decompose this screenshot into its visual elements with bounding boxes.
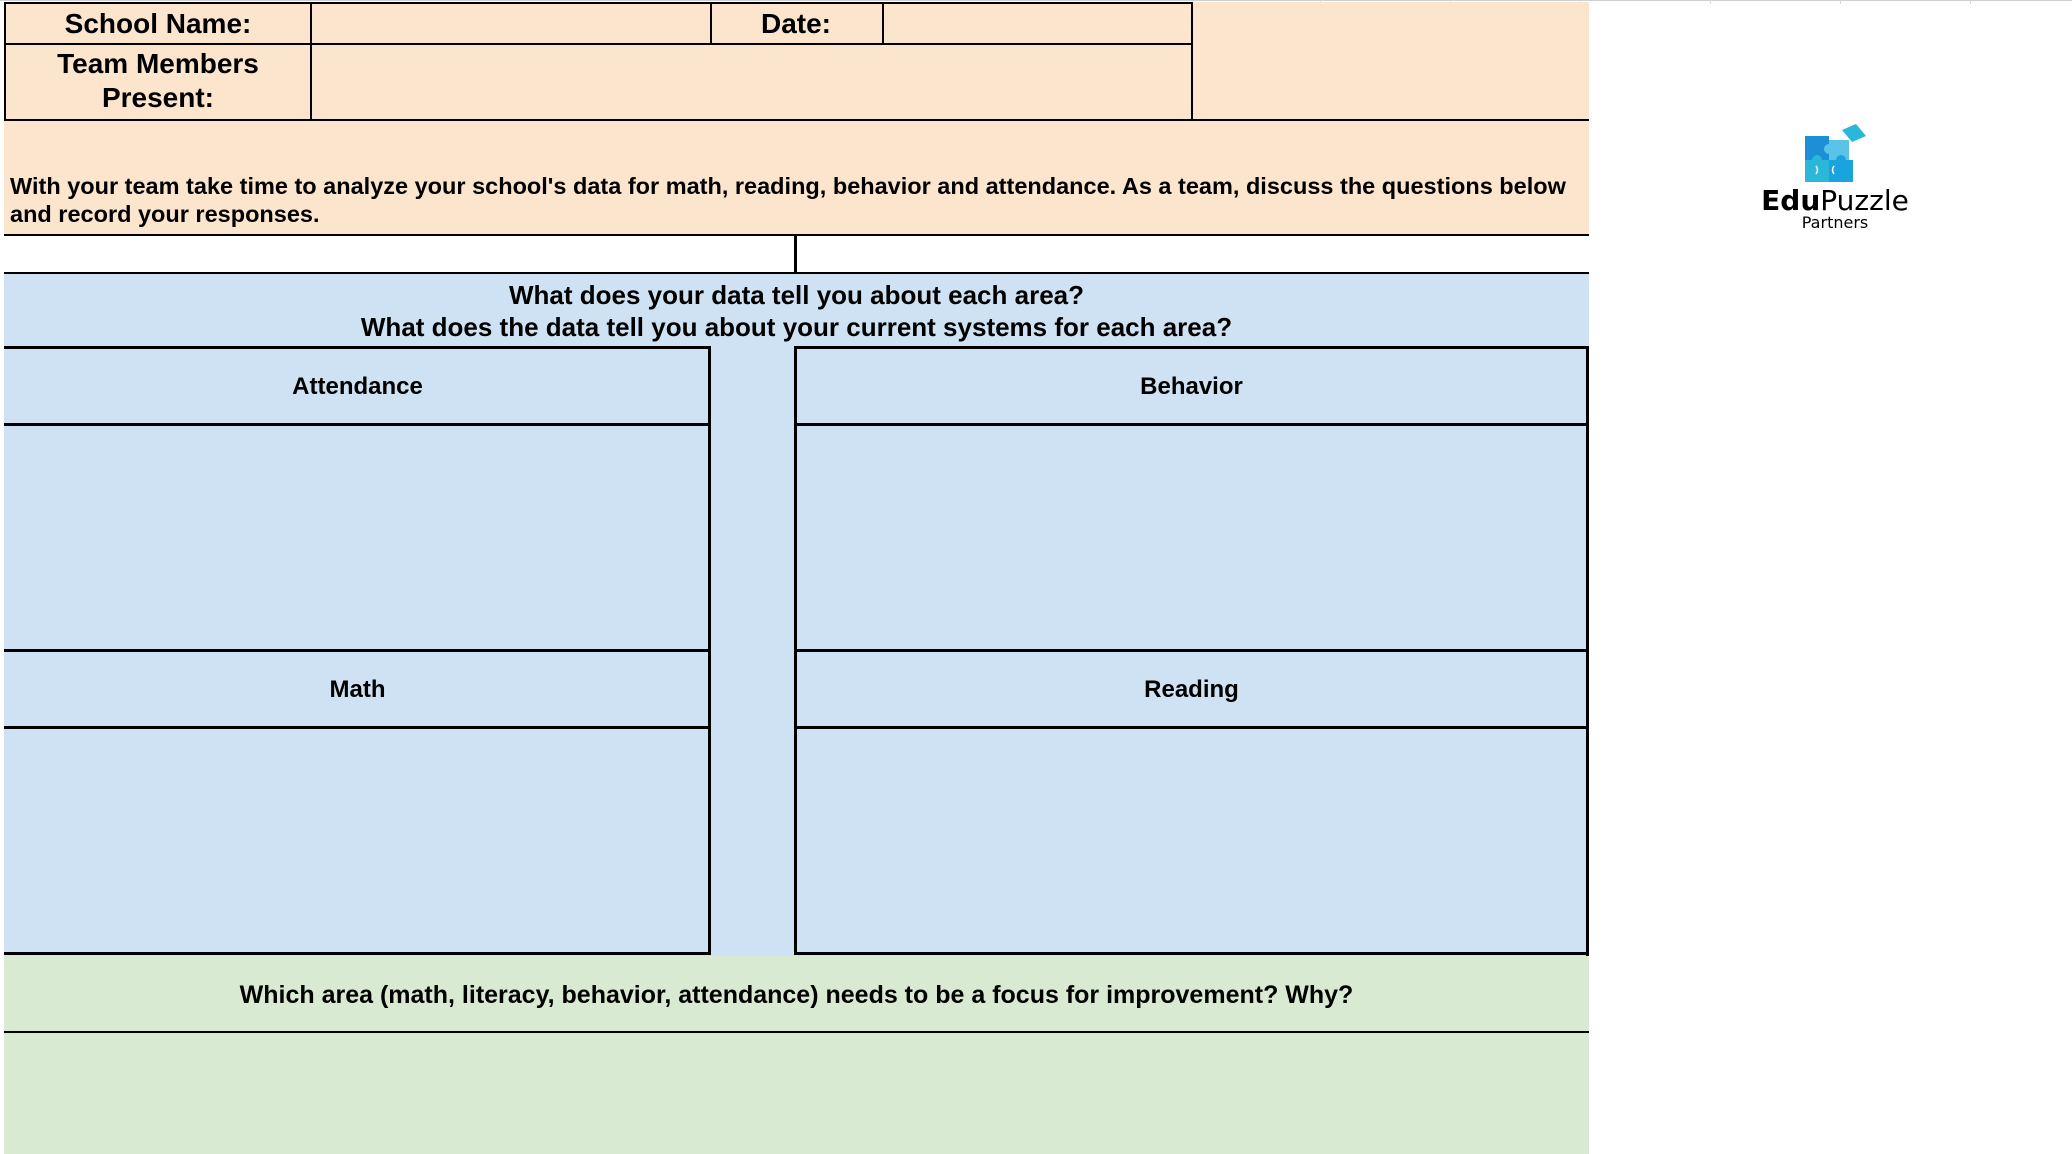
team-members-field[interactable]: [310, 43, 1193, 121]
logo-subtitle: Partners: [1801, 213, 1869, 232]
right-column-right-border: [1586, 346, 1589, 996]
team-members-label: Team Members Present:: [4, 43, 312, 121]
math-header: Math: [329, 675, 386, 703]
sheet-gridline: [1710, 0, 1711, 4]
edupuzzle-logo: [1760, 122, 1910, 234]
question-line-2: What does the data tell you about your current systems for each area?: [360, 311, 1233, 342]
school-name-field[interactable]: [310, 2, 712, 45]
focus-question: Which area (math, literacy, behavior, attendance) needs to be a focus for improvement? Why?: [239, 980, 1354, 1009]
logo-wordmark: [1760, 186, 1910, 216]
behavior-response-field[interactable]: [797, 426, 1586, 649]
math-response-field[interactable]: [4, 729, 711, 952]
attendance-response-field[interactable]: [4, 426, 711, 649]
focus-response-field[interactable]: [4, 1033, 1589, 1154]
school-name-label: School Name:: [4, 2, 312, 45]
reading-response-field[interactable]: [797, 729, 1586, 952]
puzzle-icon: [1760, 122, 1910, 188]
reading-bottom-border: [794, 952, 1589, 955]
spacer-divider: [794, 236, 797, 272]
math-bottom-border: [4, 952, 711, 955]
header-divider: [4, 119, 1589, 121]
behavior-header: Behavior: [1140, 372, 1243, 400]
sheet-gridline: [1840, 0, 1841, 4]
attendance-header: Attendance: [292, 372, 423, 400]
instructions-text: With your team take time to analyze your school's data for math, reading, behavior and attendance. As a team, discuss the questions below and record your responses.: [10, 173, 1566, 227]
reading-header: Reading: [1144, 675, 1239, 703]
question-line-1: What does your data tell you about each area?: [508, 279, 1084, 310]
date-label: Date:: [710, 2, 884, 45]
sheet-top-gridline: [0, 0, 2072, 1]
left-column-border: [708, 346, 711, 955]
sheet-gridline: [1970, 0, 1971, 4]
date-field[interactable]: [882, 2, 1193, 45]
logo-name-part1: Edu: [1761, 184, 1821, 217]
right-column-left-border: [794, 346, 797, 955]
logo-name-part2: Puzzle: [1820, 184, 1909, 217]
